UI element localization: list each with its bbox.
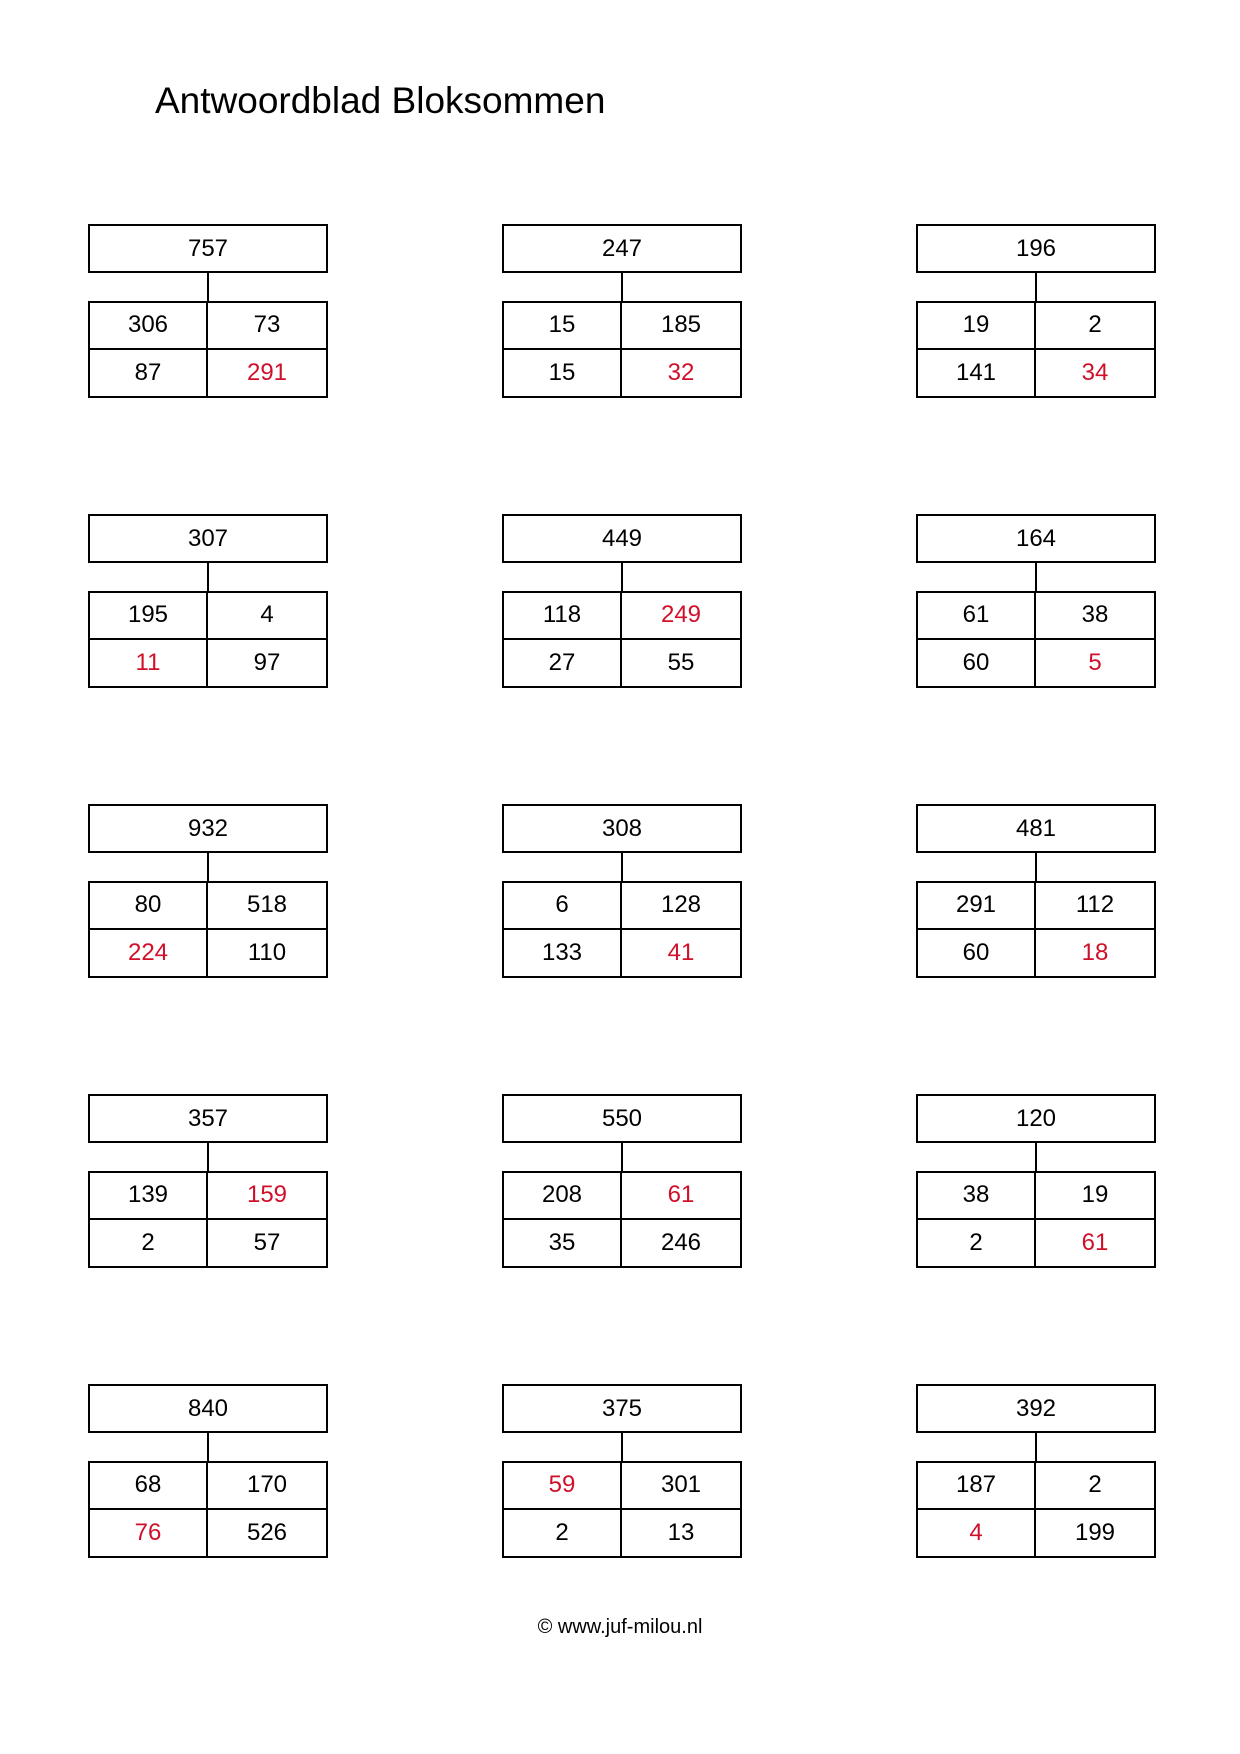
block-cell: 80	[90, 883, 208, 930]
block-grid	[502, 881, 742, 978]
block-connector-line	[207, 1141, 209, 1171]
block-cell: 118	[504, 593, 622, 640]
block-cell: 38	[1036, 593, 1154, 640]
block-answer-cell: 249	[622, 593, 740, 640]
block-connector-line	[621, 271, 623, 301]
block-grid	[916, 1171, 1156, 1268]
block-cell: 306	[90, 303, 208, 350]
block-grid	[502, 1171, 742, 1268]
block-top-value: 375	[502, 1384, 742, 1433]
block-top-value: 550	[502, 1094, 742, 1143]
block-sum	[502, 1094, 742, 1268]
block-sum	[916, 804, 1156, 978]
block-sum	[502, 514, 742, 688]
block-cell: 187	[918, 1463, 1036, 1510]
block-connector-line	[1035, 561, 1037, 591]
block-cell: 73	[208, 303, 326, 350]
block-answer-cell: 224	[90, 930, 208, 977]
block-cell: 112	[1036, 883, 1154, 930]
page-title: Antwoordblad Bloksommen	[155, 80, 606, 121]
block-connector-line	[207, 271, 209, 301]
block-answer-cell: 61	[1081, 1228, 1109, 1256]
block-sum	[88, 804, 328, 978]
block-grid	[88, 591, 328, 688]
block-cell: 60	[918, 930, 1036, 977]
block-cell: 2	[90, 1220, 208, 1267]
block-grid	[88, 1171, 328, 1268]
block-cell: 2	[918, 1220, 1036, 1267]
block-cell: 128	[622, 883, 740, 930]
block-cell: 57	[253, 1228, 281, 1256]
block-cell: 15	[504, 350, 622, 397]
block-grid	[916, 591, 1156, 688]
block-connector-line	[621, 1431, 623, 1461]
block-sum	[916, 514, 1156, 688]
block-cell: 199	[1074, 1518, 1116, 1546]
block-answer-cell: 76	[90, 1510, 208, 1557]
block-top-value: 357	[88, 1094, 328, 1143]
block-cell: 6	[504, 883, 622, 930]
block-connector-line	[207, 1431, 209, 1461]
block-connector-line	[1035, 851, 1037, 881]
block-cell: 208	[504, 1173, 622, 1220]
block-cell: 110	[247, 938, 287, 966]
block-cell: 2	[1036, 303, 1154, 350]
block-top-value: 308	[502, 804, 742, 853]
footer-copyright: © www.juf-milou.nl	[537, 1616, 703, 1638]
block-answer-cell: 18	[1081, 938, 1109, 966]
block-grid	[916, 881, 1156, 978]
block-answer-cell: 61	[622, 1173, 740, 1220]
block-answer-cell: 5	[1088, 648, 1102, 676]
block-sum	[916, 1384, 1156, 1558]
block-connector-line	[1035, 1141, 1037, 1171]
block-cell: 170	[208, 1463, 326, 1510]
block-top-value: 840	[88, 1384, 328, 1433]
block-top-value: 307	[88, 514, 328, 563]
block-cell: 4	[208, 593, 326, 640]
block-top-value: 449	[502, 514, 742, 563]
block-grid	[88, 1461, 328, 1558]
block-answer-cell: 59	[504, 1463, 622, 1510]
block-grid	[916, 1461, 1156, 1558]
block-sum	[88, 224, 328, 398]
block-cell: 68	[90, 1463, 208, 1510]
block-cell: 15	[504, 303, 622, 350]
block-top-value: 932	[88, 804, 328, 853]
block-top-value: 247	[502, 224, 742, 273]
block-cell: 2	[504, 1510, 622, 1557]
block-cell: 133	[504, 930, 622, 977]
block-cell: 27	[504, 640, 622, 687]
block-cell: 139	[90, 1173, 208, 1220]
block-cell: 19	[1036, 1173, 1154, 1220]
block-grid	[502, 301, 742, 398]
block-cell: 35	[504, 1220, 622, 1267]
block-connector-line	[207, 561, 209, 591]
block-cell: 13	[667, 1518, 695, 1546]
block-answer-cell: 159	[208, 1173, 326, 1220]
block-top-value: 392	[916, 1384, 1156, 1433]
block-cell: 518	[208, 883, 326, 930]
block-connector-line	[621, 561, 623, 591]
block-cell: 87	[90, 350, 208, 397]
block-cell: 97	[253, 648, 281, 676]
block-cell: 185	[622, 303, 740, 350]
block-sum	[916, 1094, 1156, 1268]
block-sum	[502, 224, 742, 398]
block-connector-line	[1035, 1431, 1037, 1461]
block-grid	[502, 1461, 742, 1558]
block-top-value: 757	[88, 224, 328, 273]
block-sum	[502, 1384, 742, 1558]
block-grid	[88, 301, 328, 398]
block-cell: 2	[1036, 1463, 1154, 1510]
block-sum	[88, 514, 328, 688]
block-sum	[502, 804, 742, 978]
block-cell: 60	[918, 640, 1036, 687]
block-answer-cell: 34	[1081, 358, 1109, 386]
block-cell: 61	[918, 593, 1036, 640]
block-connector-line	[621, 851, 623, 881]
block-sum	[916, 224, 1156, 398]
block-answer-cell: 41	[667, 938, 695, 966]
block-cell: 141	[918, 350, 1036, 397]
block-grid	[88, 881, 328, 978]
block-cell: 246	[660, 1228, 702, 1256]
block-cell: 38	[918, 1173, 1036, 1220]
block-answer-cell: 32	[667, 358, 695, 386]
block-sum	[88, 1094, 328, 1268]
block-cell: 291	[918, 883, 1036, 930]
block-cell: 301	[622, 1463, 740, 1510]
block-cell: 195	[90, 593, 208, 640]
block-top-value: 120	[916, 1094, 1156, 1143]
block-grid	[916, 301, 1156, 398]
block-answer-cell: 11	[90, 640, 208, 687]
block-cell: 19	[918, 303, 1036, 350]
block-cell: 526	[246, 1518, 288, 1546]
block-grid	[502, 591, 742, 688]
block-connector-line	[207, 851, 209, 881]
block-top-value: 481	[916, 804, 1156, 853]
block-answer-cell: 291	[246, 358, 288, 386]
block-connector-line	[621, 1141, 623, 1171]
block-connector-line	[1035, 271, 1037, 301]
block-sum	[88, 1384, 328, 1558]
block-cell: 55	[667, 648, 695, 676]
block-answer-cell: 4	[918, 1510, 1036, 1557]
block-top-value: 196	[916, 224, 1156, 273]
block-top-value: 164	[916, 514, 1156, 563]
